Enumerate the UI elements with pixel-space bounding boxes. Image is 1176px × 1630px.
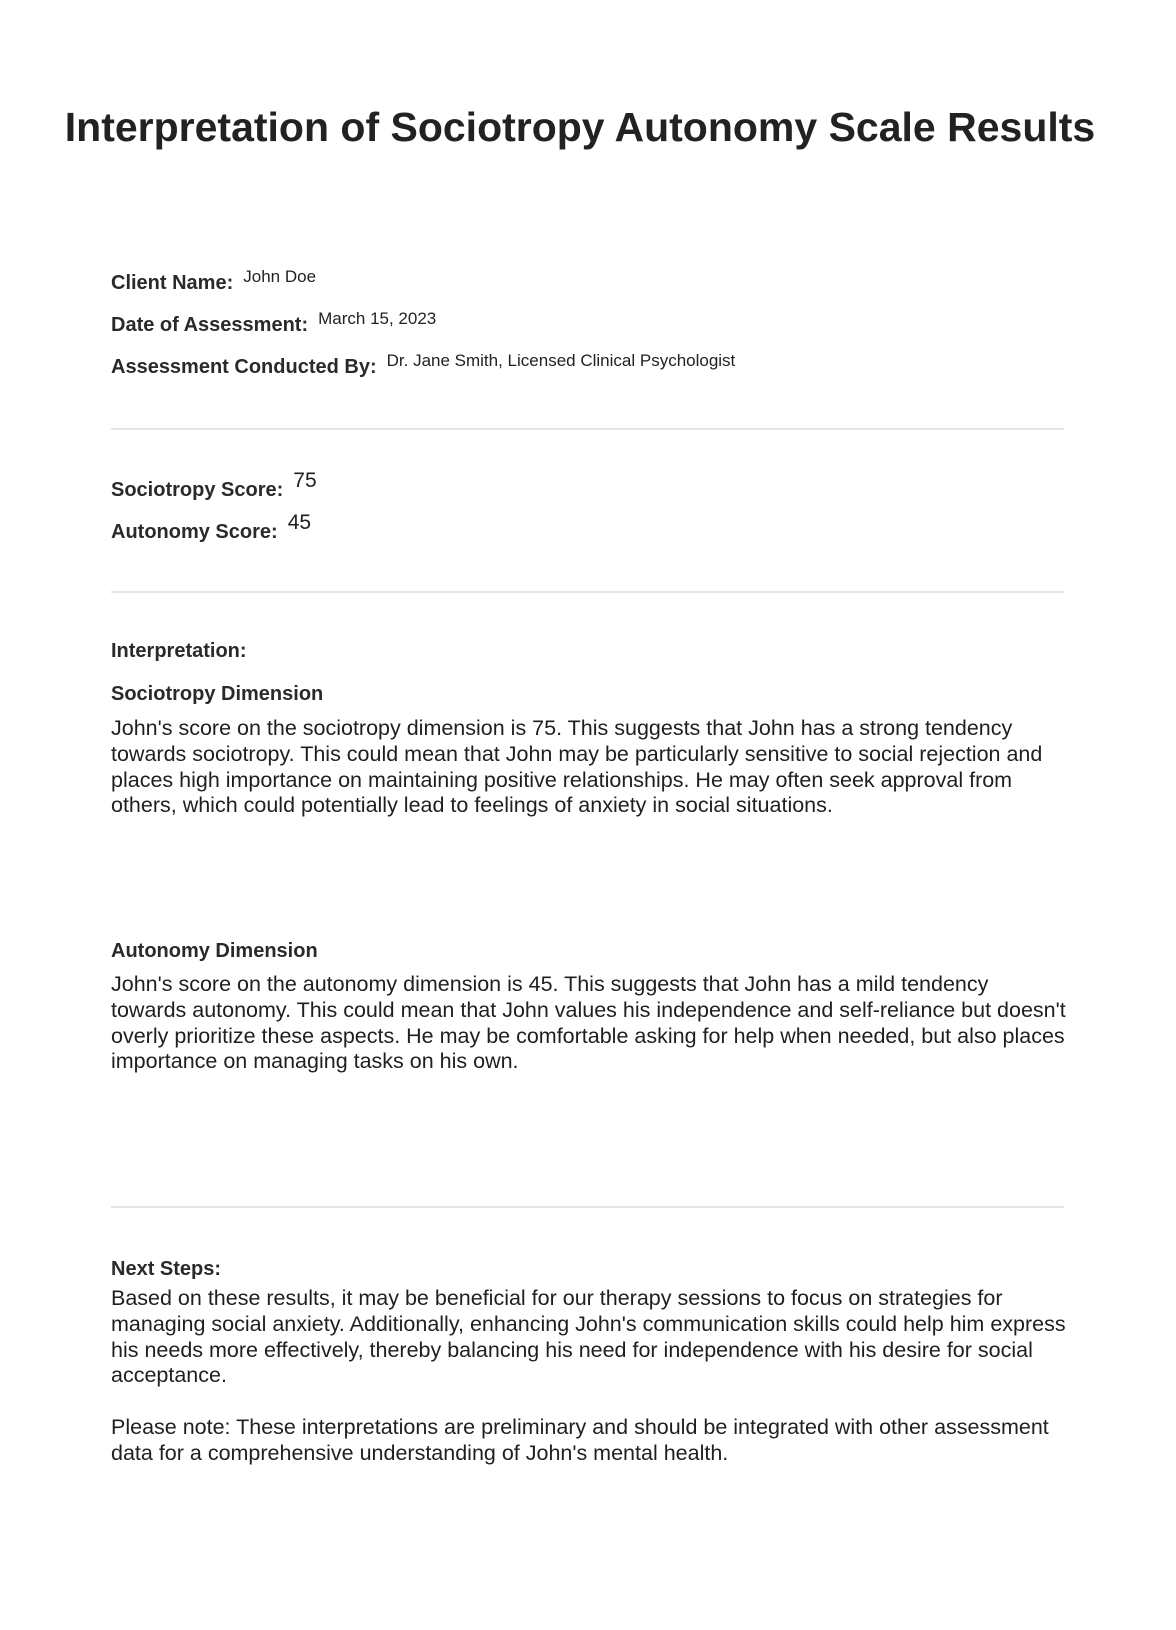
autonomy-score-label: Autonomy Score:	[111, 521, 278, 543]
interpretation-heading: Interpretation:	[111, 640, 247, 662]
sociotropy-score-value: 75	[293, 469, 317, 492]
next-steps-heading: Next Steps:	[111, 1258, 222, 1280]
divider	[111, 428, 1064, 430]
sociotropy-dimension-text: John's score on the sociotropy dimension is 75. This suggests that John has a strong tendency towards sociotropy. This could mean that John may be particularly sensitive to social rejection and places high importance on maintaining positive relationships. He may often seek approval from others, which could potentially lead to feelings of anxiety in social situations.	[111, 716, 1043, 818]
date-row	[111, 309, 437, 337]
page-title: Interpretation of Sociotropy Autonomy Scale Results	[64, 104, 1096, 150]
autonomy-score-row	[111, 511, 312, 544]
date-value: March 15, 2023	[318, 309, 437, 328]
sociotropy-score-row	[111, 469, 317, 502]
conducted-by-row	[111, 351, 736, 379]
note-text: Please note: These interpretations are preliminary and should be integrated with other assessment data for a comprehensive understanding of John's mental health.	[111, 1415, 1049, 1465]
sociotropy-score-label: Sociotropy Score:	[111, 479, 284, 501]
sociotropy-dimension-heading: Sociotropy Dimension	[111, 683, 324, 705]
divider	[111, 1206, 1064, 1208]
client-name-label: Client Name:	[111, 272, 234, 294]
autonomy-dimension-text: John's score on the autonomy dimension is 45. This suggests that John has a mild tendency towards autonomy. This could mean that John values his independence and self-reliance but doesn't overly prioritize these aspects. He may be comfortable asking for help when needed, but also places importance on managing tasks on his own.	[111, 972, 1066, 1074]
date-label: Date of Assessment:	[111, 314, 309, 336]
conducted-by-value: Dr. Jane Smith, Licensed Clinical Psychologist	[386, 351, 736, 370]
conducted-by-label: Assessment Conducted By:	[111, 356, 377, 378]
autonomy-score-value: 45	[287, 511, 312, 534]
client-name-row	[111, 267, 317, 295]
autonomy-dimension-heading: Autonomy Dimension	[111, 940, 318, 962]
divider	[111, 591, 1064, 593]
next-steps-text: Based on these results, it may be beneficial for our therapy sessions to focus on strategies for managing social anxiety. Additionally, enhancing John's communication skills could help him express his needs more effectively, thereby balancing his need for independence with his desire for social acceptance.	[111, 1286, 1066, 1388]
client-name-value: John Doe	[243, 267, 317, 286]
